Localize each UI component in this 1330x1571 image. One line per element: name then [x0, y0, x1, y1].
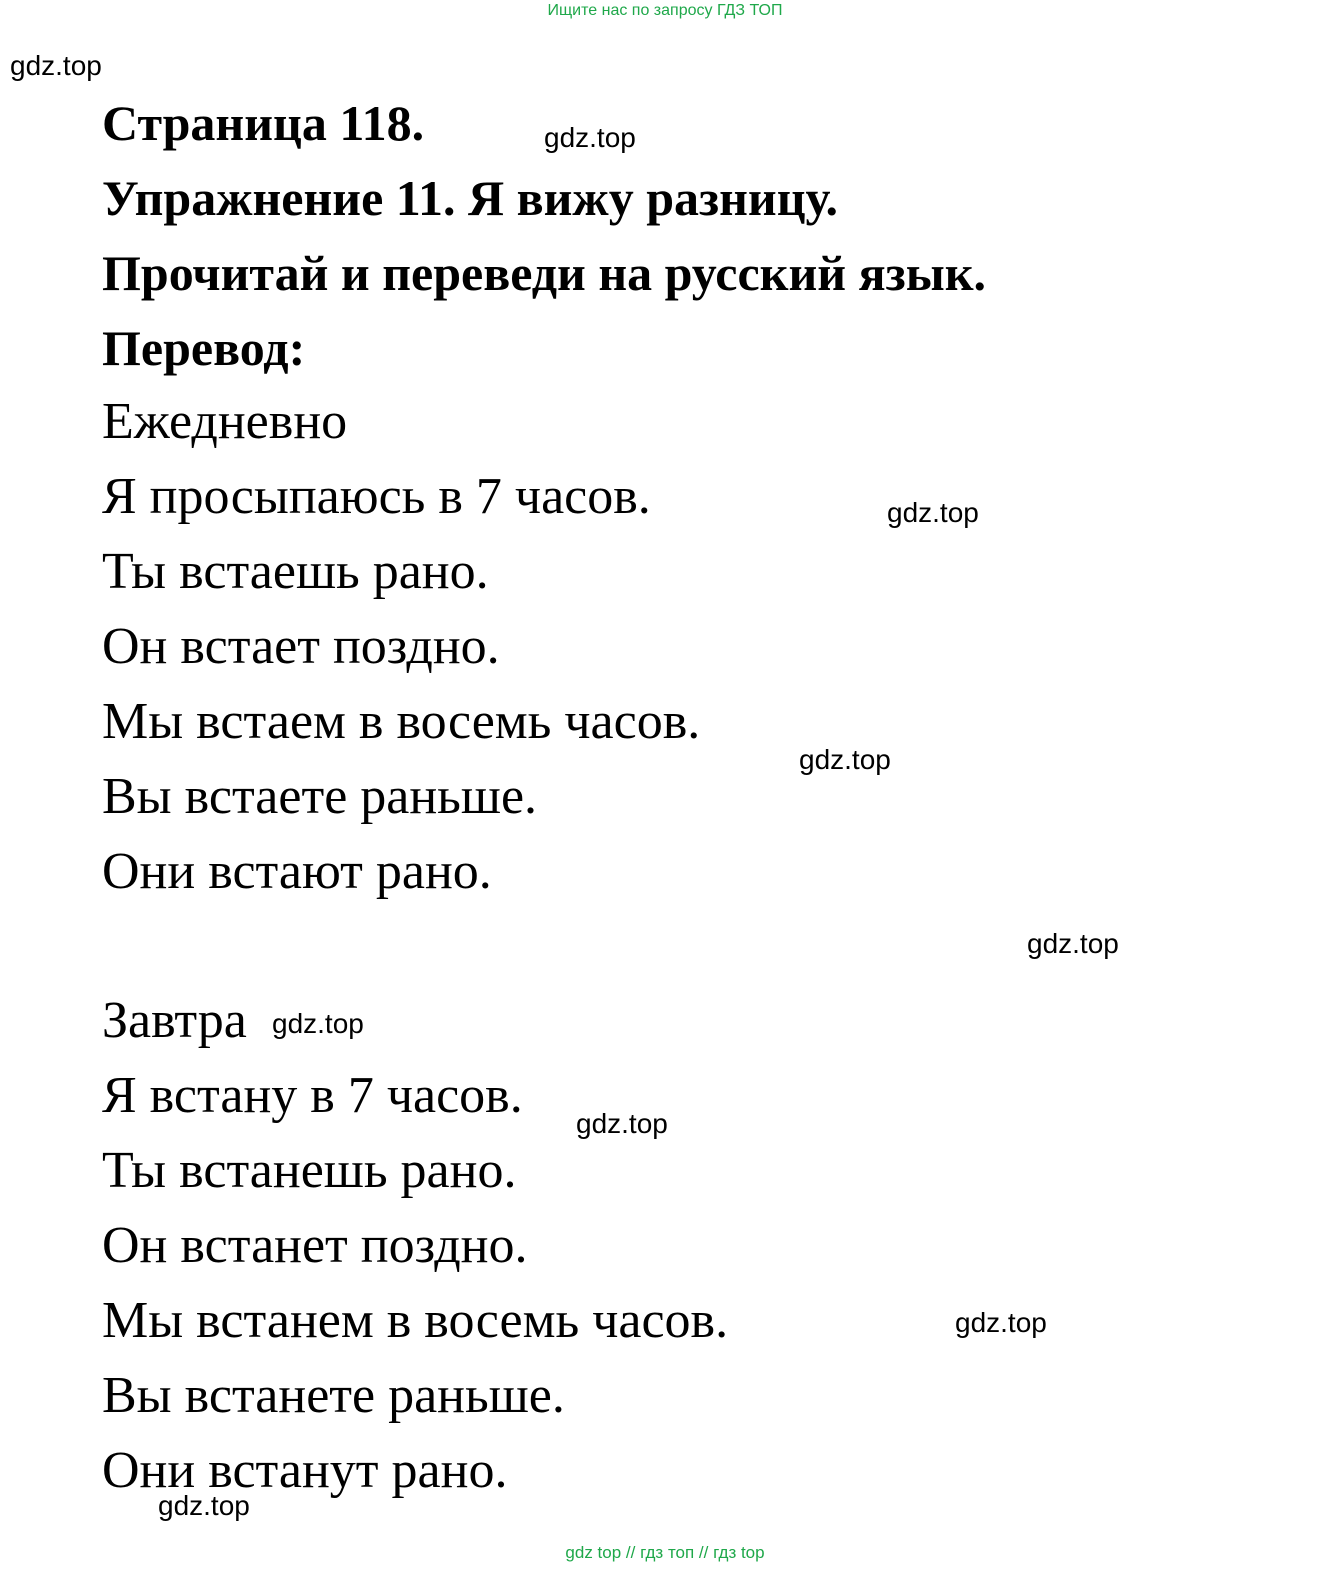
sentence-line: Я встану в 7 часов. — [102, 1067, 523, 1124]
instruction: Прочитай и переведи на русский язык. — [102, 245, 987, 301]
watermark: gdz.top — [544, 122, 636, 153]
page-title: Страница 118. — [102, 95, 425, 151]
watermark: gdz.top — [576, 1108, 668, 1139]
sentence-line: Они встанут рано. — [102, 1442, 508, 1499]
watermark: gdz.top — [10, 50, 102, 81]
watermark: gdz.top — [272, 1008, 364, 1039]
sentence-line: Мы встанем в восемь часов. — [102, 1292, 729, 1349]
section-heading-daily: Ежедневно — [102, 393, 348, 450]
sentence-line: Вы встаете раньше. — [102, 768, 538, 825]
watermark: gdz.top — [799, 744, 891, 775]
sentence-line: Ты встанешь рано. — [102, 1142, 517, 1199]
translation-label: Перевод: — [102, 320, 306, 376]
sentence-line: Он встает поздно. — [102, 618, 500, 675]
watermark: gdz.top — [887, 497, 979, 528]
exercise-title: Упражнение 11. Я вижу разницу. — [102, 170, 839, 226]
sentence-line: Вы встанете раньше. — [102, 1367, 565, 1424]
sentence-line: Я просыпаюсь в 7 часов. — [102, 468, 651, 525]
watermark: gdz.top — [158, 1490, 250, 1521]
sentence-line: Ты встаешь рано. — [102, 543, 489, 600]
watermark: gdz.top — [1027, 928, 1119, 959]
watermark: gdz.top — [955, 1307, 1047, 1338]
sentence-line: Мы встаем в восемь часов. — [102, 693, 701, 750]
sentence-line: Он встанет поздно. — [102, 1217, 528, 1274]
sentence-line: Они встают рано. — [102, 843, 492, 900]
section-heading-tomorrow: Завтра — [102, 992, 247, 1049]
bottom-banner: gdz top // гдз топ // гдз top — [565, 1543, 765, 1562]
top-banner: Ищите нас по запросу ГДЗ ТОП — [547, 2, 783, 19]
